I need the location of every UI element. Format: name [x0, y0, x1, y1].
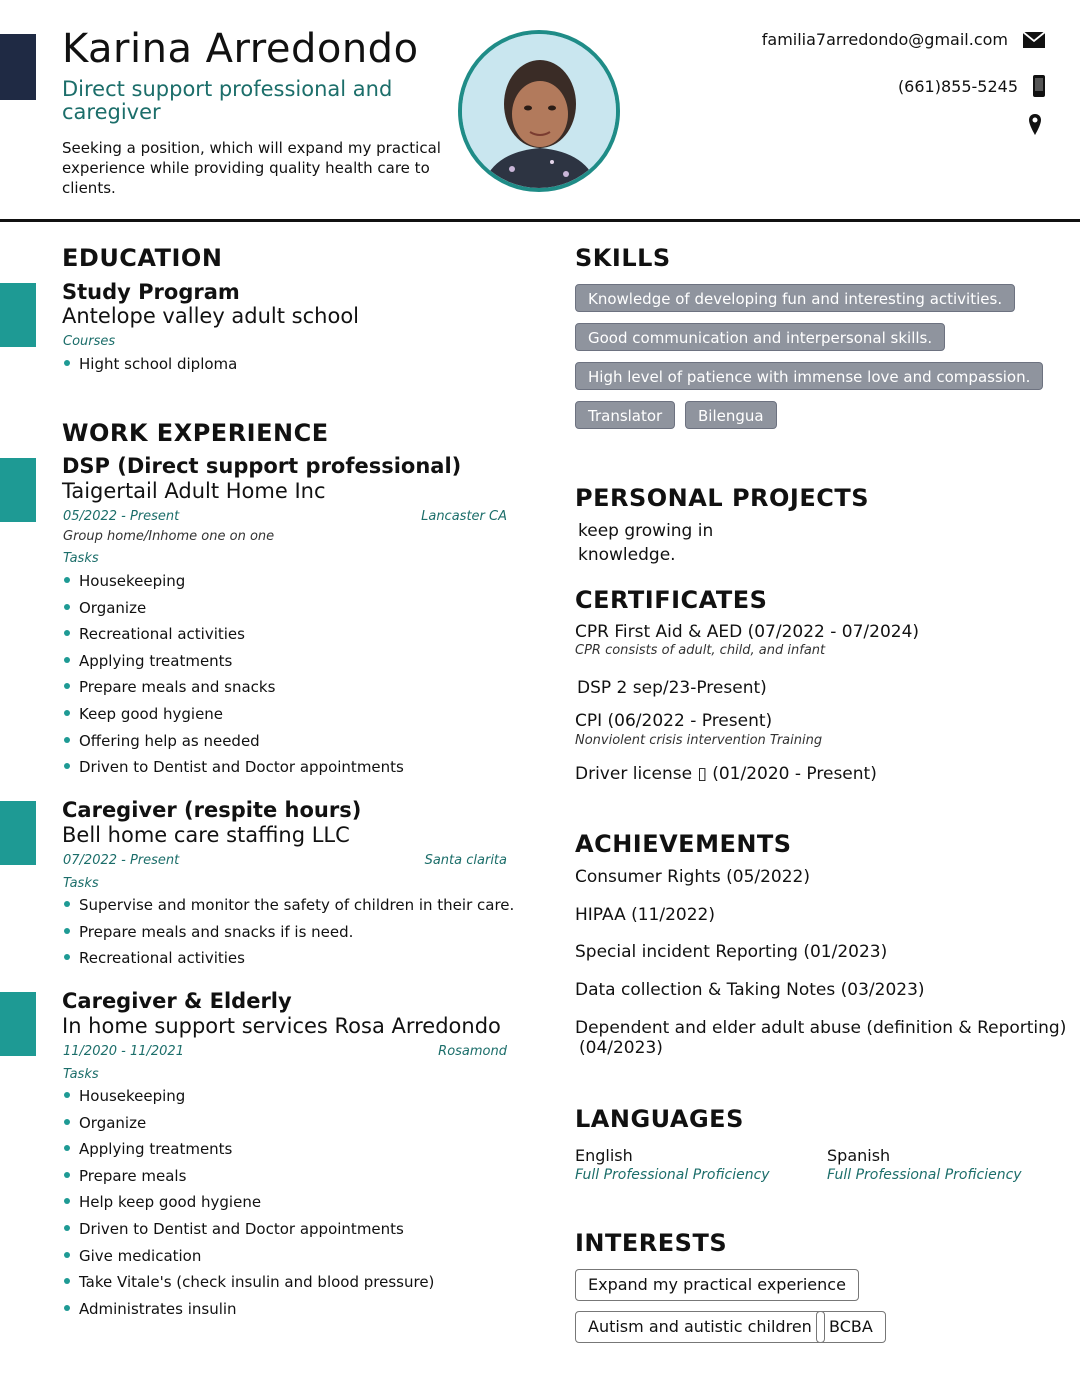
- achievement-item: Data collection & Taking Notes (03/2023): [575, 980, 925, 1000]
- phone-text[interactable]: (661)855-5245: [897, 76, 1018, 96]
- job2-location: Santa clarita: [424, 853, 507, 868]
- list-item: Organize: [62, 1113, 434, 1140]
- certificate-note: Nonviolent crisis intervention Training: [575, 733, 823, 748]
- list-item: Driven to Dentist and Doctor appointments: [62, 1219, 434, 1246]
- job3-tasks-label: Tasks: [63, 1067, 99, 1082]
- list-item: Housekeeping: [62, 571, 404, 598]
- job1-dates: 05/2022 - Present: [63, 509, 180, 524]
- job3-dates: 11/2020 - 11/2021: [63, 1044, 184, 1059]
- resume-name: Karina Arredondo: [62, 26, 419, 72]
- education-school: Antelope valley adult school: [62, 304, 360, 328]
- list-item: Give medication: [62, 1246, 434, 1273]
- job1-company: Taigertail Adult Home Inc: [62, 479, 326, 503]
- certificate-name: DSP 2 sep/23-Present): [577, 678, 767, 698]
- resume-title: Direct support professional and caregiver: [62, 77, 393, 124]
- achievements-heading: ACHIEVEMENTS: [575, 830, 792, 858]
- achievement-date: (04/2023): [579, 1038, 663, 1058]
- job1-location: Lancaster CA: [421, 509, 507, 524]
- language-level: Full Professional Proficiency: [827, 1167, 1022, 1183]
- certificate-name: CPI (06/2022 - Present): [575, 711, 773, 731]
- list-item: Housekeeping: [62, 1086, 434, 1113]
- language-name: English: [575, 1146, 633, 1165]
- interests-heading: INTERESTS: [575, 1229, 728, 1257]
- list-item: Recreational activities: [62, 948, 514, 975]
- job2-tasks-list: [62, 895, 514, 975]
- job3-location: Rosamond: [438, 1044, 507, 1059]
- work-experience-heading: WORK EXPERIENCE: [62, 419, 329, 447]
- certificate-name: Driver license ▯ (01/2020 - Present): [575, 764, 877, 784]
- phone-icon: [1032, 74, 1046, 98]
- job2-tasks-label: Tasks: [63, 876, 99, 891]
- profile-photo: [458, 30, 620, 192]
- job3-title: Caregiver & Elderly: [62, 989, 292, 1013]
- job2-company: Bell home care staffing LLC: [62, 823, 350, 847]
- certificate-name: CPR First Aid & AED (07/2022 - 07/2024): [575, 622, 920, 642]
- achievement-item: Special incident Reporting (01/2023): [575, 942, 888, 962]
- list-item: Offering help as needed: [62, 731, 404, 758]
- email-text[interactable]: familia7arredondo@gmail.com: [761, 30, 1008, 49]
- list-item: Take Vitale's (check insulin and blood pressure): [62, 1272, 434, 1299]
- language-name: Spanish: [827, 1146, 891, 1165]
- job2-accent: [0, 801, 36, 865]
- list-item: Organize: [62, 598, 404, 625]
- education-heading: EDUCATION: [62, 244, 223, 272]
- skill-tag: Knowledge of developing fun and interesting activities.: [575, 284, 1015, 312]
- education-program: Study Program: [62, 280, 240, 304]
- header-dark-bar: [0, 34, 36, 100]
- job1-title: DSP (Direct support professional): [62, 454, 462, 478]
- job1-description: Group home/Inhome one on one: [63, 529, 275, 544]
- envelope-icon: [1022, 31, 1046, 49]
- list-item: Administrates insulin: [62, 1299, 434, 1326]
- education-courses-label: Courses: [63, 334, 116, 349]
- resume-summary: Seeking a position, which will expand my practical experience while providing quality health care to clients.: [62, 139, 441, 197]
- skill-tag: Good communication and interpersonal skills.: [575, 323, 945, 351]
- job1-tasks-label: Tasks: [63, 551, 99, 566]
- interest-tag: BCBA: [816, 1311, 886, 1343]
- job3-tasks-list: [62, 1086, 434, 1325]
- projects-line-2: knowledge.: [578, 545, 676, 565]
- languages-heading: LANGUAGES: [575, 1105, 744, 1133]
- skill-tag: Bilengua: [685, 401, 777, 429]
- skills-heading: SKILLS: [575, 244, 671, 272]
- interest-tag: Expand my practical experience: [575, 1269, 859, 1301]
- job1-tasks-list: [62, 571, 404, 784]
- list-item: Hight school diploma: [62, 354, 237, 381]
- interest-tag: Autism and autistic children: [575, 1311, 825, 1343]
- education-courses-list: [62, 354, 237, 381]
- list-item: Prepare meals and snacks if is need.: [62, 922, 514, 949]
- achievement-item: HIPAA (11/2022): [575, 905, 715, 925]
- portrait-illustration: [462, 34, 616, 188]
- list-item: Help keep good hygiene: [62, 1192, 434, 1219]
- achievement-item: Dependent and elder adult abuse (definition & Reporting): [575, 1018, 1067, 1038]
- list-item: Applying treatments: [62, 1139, 434, 1166]
- education-accent: [0, 283, 36, 347]
- contact-phone[interactable]: [898, 74, 1046, 98]
- header-divider: [0, 219, 1080, 222]
- certificates-heading: CERTIFICATES: [575, 586, 768, 614]
- certificate-note: CPR consists of adult, child, and infant: [575, 643, 826, 658]
- job3-company: In home support services Rosa Arredondo: [62, 1014, 501, 1038]
- language-level: Full Professional Proficiency: [575, 1167, 770, 1183]
- list-item: Applying treatments: [62, 651, 404, 678]
- skill-tag: High level of patience with immense love and compassion.: [575, 362, 1043, 390]
- location-pin-icon: [1028, 113, 1042, 141]
- list-item: Driven to Dentist and Doctor appointments: [62, 757, 404, 784]
- job3-accent: [0, 992, 36, 1056]
- list-item: Prepare meals: [62, 1166, 434, 1193]
- list-item: Keep good hygiene: [62, 704, 404, 731]
- projects-line-1: keep growing in: [578, 521, 714, 541]
- skill-tag: Translator: [575, 401, 675, 429]
- list-item: Prepare meals and snacks: [62, 677, 404, 704]
- list-item: Recreational activities: [62, 624, 404, 651]
- job2-title: Caregiver (respite hours): [62, 798, 362, 822]
- job2-dates: 07/2022 - Present: [63, 853, 180, 868]
- contact-email[interactable]: [762, 30, 1046, 49]
- job1-accent: [0, 458, 36, 522]
- achievement-item: Consumer Rights (05/2022): [575, 867, 811, 887]
- list-item: Supervise and monitor the safety of children in their care.: [62, 895, 514, 922]
- personal-projects-heading: PERSONAL PROJECTS: [575, 484, 870, 512]
